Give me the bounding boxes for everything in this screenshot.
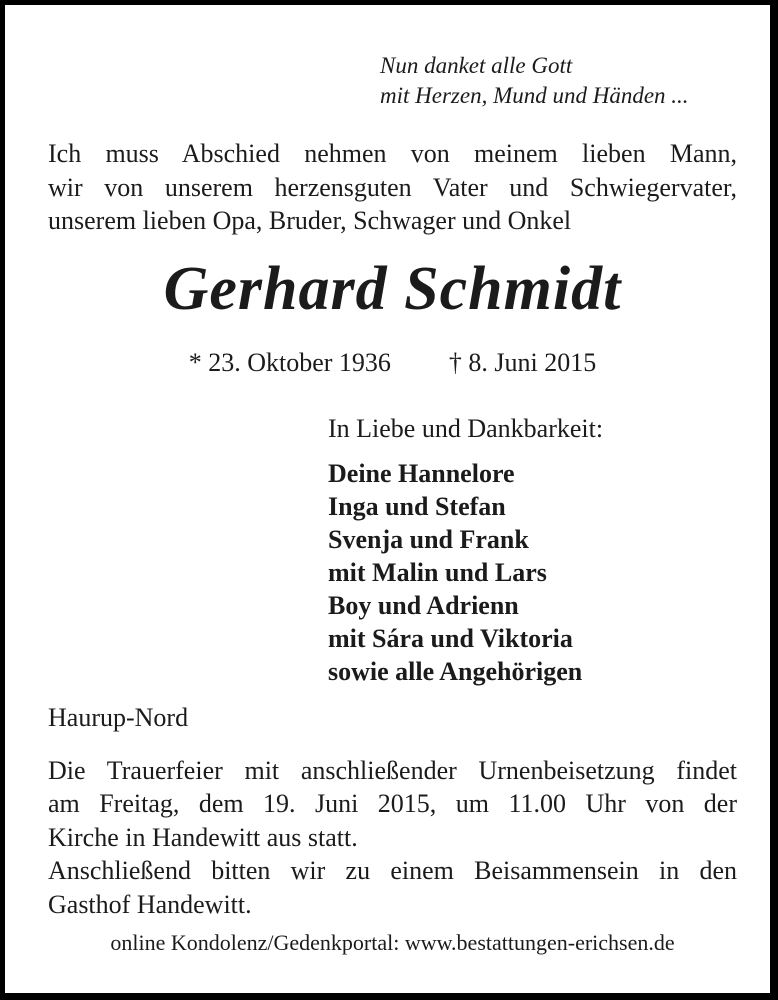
funeral-info-line: Kirche in Handewitt aus statt. bbox=[48, 822, 358, 852]
opening-paragraph bbox=[48, 137, 737, 238]
hymn-quote bbox=[380, 51, 737, 111]
funeral-info-line: Die Trauerfeier mit anschließender Urnenbeisetzung findet bbox=[48, 755, 737, 785]
family-member-line: mit Sára und Viktoria bbox=[328, 623, 573, 653]
gathering-info-paragraph bbox=[48, 854, 737, 921]
birth-date: * 23. Oktober 1936 bbox=[188, 347, 391, 377]
family-member-line: Svenja und Frank bbox=[328, 524, 529, 554]
obituary-card bbox=[5, 5, 770, 993]
opening-line: wir von unserem herzensguten Vater und Schwiegervater, bbox=[48, 172, 737, 202]
opening-line: Ich muss Abschied nehmen von meinem lieben Mann, bbox=[48, 139, 737, 168]
family-member-line: Boy und Adrienn bbox=[328, 590, 519, 620]
hymn-quote-line: mit Herzen, Mund und Händen ... bbox=[380, 83, 689, 108]
family-member-line: sowie alle Angehörigen bbox=[328, 656, 583, 686]
death-date: † 8. Juni 2015 bbox=[448, 347, 597, 377]
gratitude-heading: In Liebe und Dankbarkeit: bbox=[328, 413, 604, 443]
family-list bbox=[328, 457, 737, 688]
gathering-info-line: Anschließend bitten wir zu einem Beisammensein in den bbox=[48, 856, 737, 885]
life-dates bbox=[48, 346, 737, 379]
location: Haurup-Nord bbox=[48, 702, 189, 732]
family-member-line: mit Malin und Lars bbox=[328, 557, 547, 587]
family-member-line: Deine Hannelore bbox=[328, 458, 515, 488]
funeral-info-line: am Freitag, dem 19. Juni 2015, um 11.00 Uhr von der bbox=[48, 789, 737, 818]
opening-line: unserem lieben Opa, Bruder, Schwager und Onkel bbox=[48, 206, 572, 235]
condolence-portal-line: online Kondolenz/Gedenkportal: www.bestattungen-erichsen.de bbox=[110, 930, 675, 955]
funeral-info-paragraph bbox=[48, 754, 737, 855]
gathering-info-line: Gasthof Handewitt. bbox=[48, 889, 252, 919]
deceased-name: Gerhard Schmidt bbox=[163, 254, 622, 323]
hymn-quote-line: Nun danket alle Gott bbox=[380, 53, 573, 78]
family-member-line: Inga und Stefan bbox=[328, 491, 506, 521]
